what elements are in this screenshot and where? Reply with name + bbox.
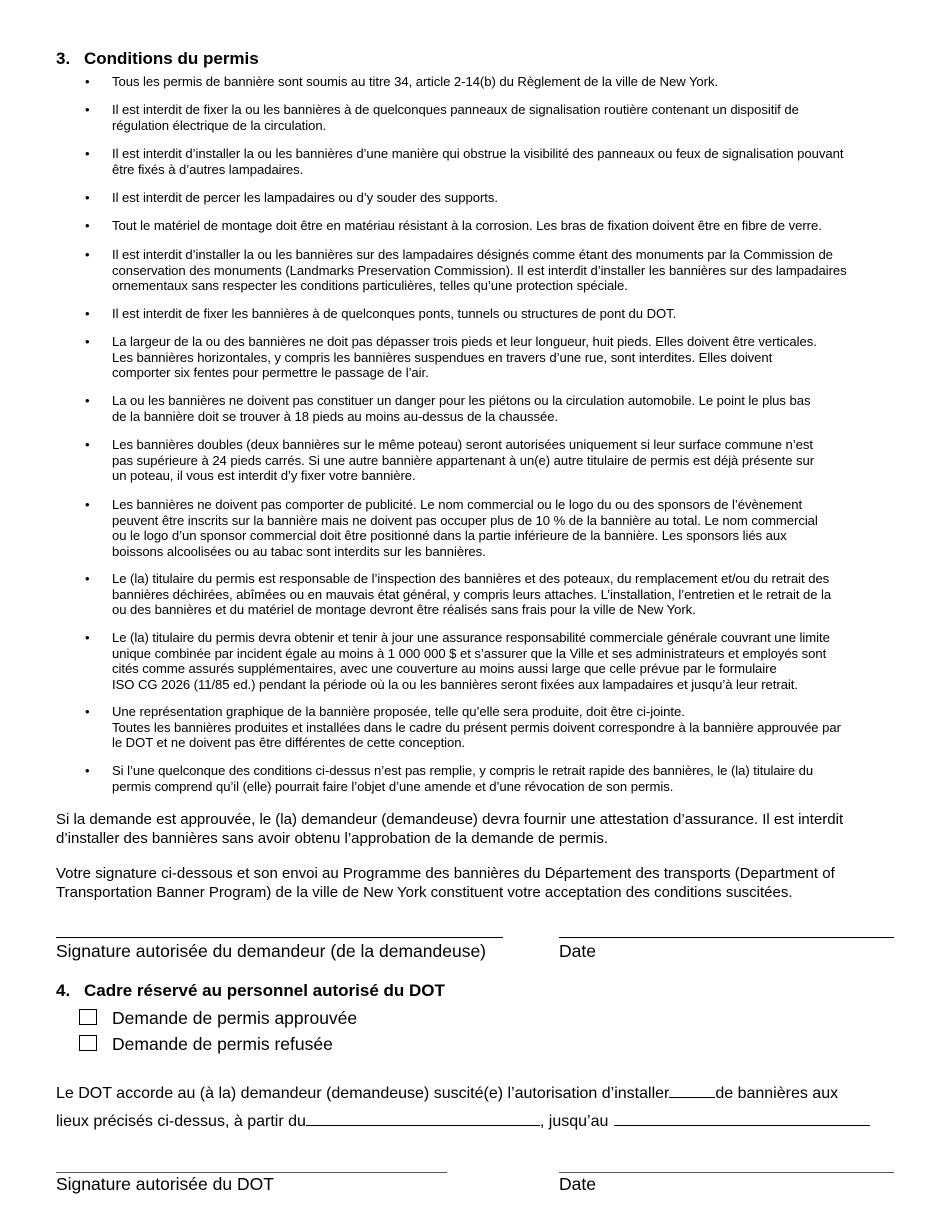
- condition-line: ou des bannières et du matériel de montage devront être réalisés sans frais pour la ville de New York.: [112, 602, 696, 618]
- bullet-icon: •: [85, 218, 90, 233]
- condition-line: comporter six fentes pour permettre le passage de l’air.: [112, 365, 429, 381]
- bullet-icon: •: [85, 571, 90, 586]
- start-date-text: lieux précisés ci-dessus, à partir du: [56, 1113, 306, 1130]
- condition-line: La largeur de la ou des bannières ne doit pas dépasser trois pieds et leur longueur, huit pieds. Elles doivent être verticales.: [112, 334, 817, 349]
- condition-line: ou le logo d’un sponsor commercial doit être positionné dans la partie inférieure de la bannière. Les sponsors liés aux: [112, 528, 787, 544]
- paragraph-line: Transportation Banner Program) de la ville de New York constituent votre acceptation des conditions suscitées.: [56, 883, 793, 901]
- section-3-number: 3.: [56, 49, 71, 68]
- section-4-title: Cadre réservé au personnel autorisé du DOT: [84, 981, 445, 1000]
- condition-line: un poteau, il vous est interdit d’y fixer votre bannière.: [112, 468, 416, 484]
- bullet-icon: •: [85, 74, 90, 89]
- bullet-icon: •: [85, 334, 90, 349]
- applicant-date-field[interactable]: [559, 937, 894, 938]
- bullet-icon: •: [85, 102, 90, 117]
- end-date-text: , jusqu’au: [539, 1113, 609, 1130]
- condition-line: Le (la) titulaire du permis devra obtenir et tenir à jour une assurance responsabilité commerciale générale couvrant une limite: [112, 630, 830, 645]
- condition-item: [85, 247, 907, 294]
- condition-item: [85, 74, 907, 90]
- condition-line: Les bannières horizontales, y compris les bannières suspendues en travers d’une rue, sont interdites. Elles doivent: [112, 349, 773, 365]
- dot-signature-field[interactable]: [56, 1172, 447, 1173]
- condition-item: [85, 218, 907, 234]
- bullet-icon: •: [85, 146, 90, 161]
- condition-item: [85, 497, 907, 559]
- insurance-paragraph: [56, 811, 916, 848]
- condition-item: [85, 146, 907, 177]
- bullet-icon: •: [85, 190, 90, 205]
- condition-item: [85, 190, 907, 206]
- bullet-icon: •: [85, 247, 90, 262]
- condition-line: Il est interdit de percer les lampadaires ou d’y souder des supports.: [112, 190, 498, 205]
- condition-line: unique combinée par incident égale au moins à 1 000 000 $ et s’assurer que la Ville et ses administrateurs et employés sont: [112, 645, 827, 661]
- condition-line: bannières déchirées, abîmées ou en mauvais état général, y compris leurs attaches. L’installation, l’entretien et le retrait de la: [112, 586, 832, 602]
- dot-date-label: Date: [559, 1174, 596, 1194]
- condition-line: permis comprend qu’il (elle) pourrait faire l’objet d’une amende et d’une révocation de son permis.: [112, 778, 674, 794]
- authorization-line-1: [56, 1081, 838, 1104]
- dot-signature-label: Signature autorisée du DOT: [56, 1174, 274, 1194]
- start-date-field[interactable]: [306, 1109, 540, 1126]
- bullet-icon: •: [85, 630, 90, 645]
- condition-item: [85, 763, 907, 794]
- approved-checkbox[interactable]: [79, 1009, 97, 1025]
- condition-item: [85, 630, 907, 692]
- condition-item: [85, 393, 907, 424]
- condition-line: Tout le matériel de montage doit être en matériau résistant à la corrosion. Les bras de fixation doivent être en fibre de verre.: [112, 218, 822, 233]
- condition-item: [85, 334, 907, 381]
- condition-line: Le (la) titulaire du permis est responsable de l’inspection des bannières et des poteaux, du remplacement et/ou du retrait des: [112, 571, 830, 586]
- condition-item: [85, 102, 907, 133]
- section-3-title: Conditions du permis: [84, 49, 259, 68]
- bullet-icon: •: [85, 393, 90, 408]
- applicant-signature-field[interactable]: [56, 937, 503, 938]
- authorization-text-a: Le DOT accorde au (à la) demandeur (demandeuse) suscité(e) l’autorisation d’installer: [56, 1085, 670, 1102]
- bullet-icon: •: [85, 497, 90, 512]
- end-date-field[interactable]: [614, 1109, 870, 1126]
- approved-label: Demande de permis approuvée: [112, 1008, 358, 1028]
- bullet-icon: •: [85, 437, 90, 452]
- condition-line: peuvent être inscrits sur la bannière mais ne doivent pas occuper plus de 10 % de la bannière au total. Le nom commercial: [112, 512, 818, 528]
- paragraph-line: Votre signature ci-dessous et son envoi au Programme des bannières du Département des transports (Department of: [56, 865, 835, 882]
- condition-line: régulation électrique de la circulation.: [112, 117, 327, 133]
- condition-line: boissons alcoolisées ou au tabac sont interdits sur les bannières.: [112, 543, 486, 559]
- condition-item: [85, 704, 907, 751]
- condition-item: [85, 306, 907, 322]
- condition-line: Tous les permis de bannière sont soumis au titre 34, article 2-14(b) du Règlement de la ville de New York.: [112, 74, 719, 89]
- refused-checkbox[interactable]: [79, 1035, 97, 1051]
- condition-line: Les bannières doubles (deux bannières sur le même poteau) seront autorisées uniquement si leur surface commune n’est: [112, 437, 813, 452]
- refused-label: Demande de permis refusée: [112, 1034, 333, 1054]
- acceptance-paragraph: [56, 865, 916, 902]
- condition-line: Une représentation graphique de la bannière proposée, telle qu’elle sera produite, doit être ci-jointe.: [112, 704, 685, 719]
- bullet-icon: •: [85, 763, 90, 778]
- condition-line: Si l’une quelconque des conditions ci-dessus n’est pas remplie, y compris le retrait rapide des bannières, le (la) titulaire du: [112, 763, 814, 778]
- condition-line: le DOT et ne doivent pas être différentes de cette conception.: [112, 735, 466, 751]
- section-4-number: 4.: [56, 981, 71, 1000]
- condition-line: conservation des monuments (Landmarks Preservation Commission). Il est interdit d’installer les bannières sur des lampadaires: [112, 262, 847, 278]
- paragraph-line: Si la demande est approuvée, le (la) demandeur (demandeuse) devra fournir une attestation d’assurance. Il est interdit: [56, 811, 844, 828]
- section-3-heading: [56, 49, 259, 69]
- condition-item: [85, 437, 907, 484]
- condition-line: Il est interdit de fixer la ou les bannières à de quelconques panneaux de signalisation routière contenant un dispositif de: [112, 102, 799, 117]
- bullet-icon: •: [85, 306, 90, 321]
- applicant-date-label: Date: [559, 941, 596, 961]
- condition-line: Les bannières ne doivent pas comporter de publicité. Le nom commercial ou le logo du ou des sponsors de l’évènement: [112, 497, 803, 512]
- section-4-heading: [56, 981, 445, 1001]
- condition-line: Il est interdit de fixer les bannières à de quelconques ponts, tunnels ou structures de pont du DOT.: [112, 306, 677, 321]
- condition-line: cités comme assurés supplémentaires, avec une couverture au moins aussi large que celle prévue par le formulaire: [112, 661, 777, 677]
- authorization-text-b: de bannières aux: [715, 1085, 839, 1102]
- condition-line: pas supérieure à 24 pieds carrés. Si une autre bannière appartenant à un(e) autre titulaire de permis est déjà présente sur: [112, 452, 815, 468]
- paragraph-line: d’installer des bannières sans avoir obtenu l’approbation de la demande de permis.: [56, 829, 609, 847]
- condition-line: La ou les bannières ne doivent pas constituer un danger pour les piétons ou la circulation automobile. Le point le plus bas: [112, 393, 811, 408]
- banner-count-field[interactable]: [669, 1081, 715, 1098]
- condition-line: ornementaux sans respecter les conditions particulières, telles qu’une protection spéciale.: [112, 278, 628, 294]
- bullet-icon: •: [85, 704, 90, 719]
- condition-item: [85, 571, 907, 618]
- condition-line: Il est interdit d’installer la ou les bannières sur des lampadaires désignés comme étant des monuments par la Commission de: [112, 247, 833, 262]
- dot-date-field[interactable]: [559, 1172, 894, 1173]
- condition-line: Toutes les bannières produites et installées dans le cadre du présent permis doivent correspondre à la bannière approuvée par: [112, 719, 841, 735]
- authorization-line-2: [56, 1109, 870, 1132]
- condition-line: de la bannière doit se trouver à 18 pieds au moins au-dessus de la chaussée.: [112, 408, 559, 424]
- condition-line: ISO CG 2026 (11/85 ed.) pendant la période où la ou les bannières seront fixées aux lampadaires et jusqu’à leur retrait.: [112, 676, 798, 692]
- applicant-signature-label: Signature autorisée du demandeur (de la demandeuse): [56, 941, 487, 961]
- condition-line: être fixés à d’autres lampadaires.: [112, 161, 304, 177]
- condition-line: Il est interdit d’installer la ou les bannières d’une manière qui obstrue la visibilité des panneaux ou feux de signalisation pouvant: [112, 146, 844, 161]
